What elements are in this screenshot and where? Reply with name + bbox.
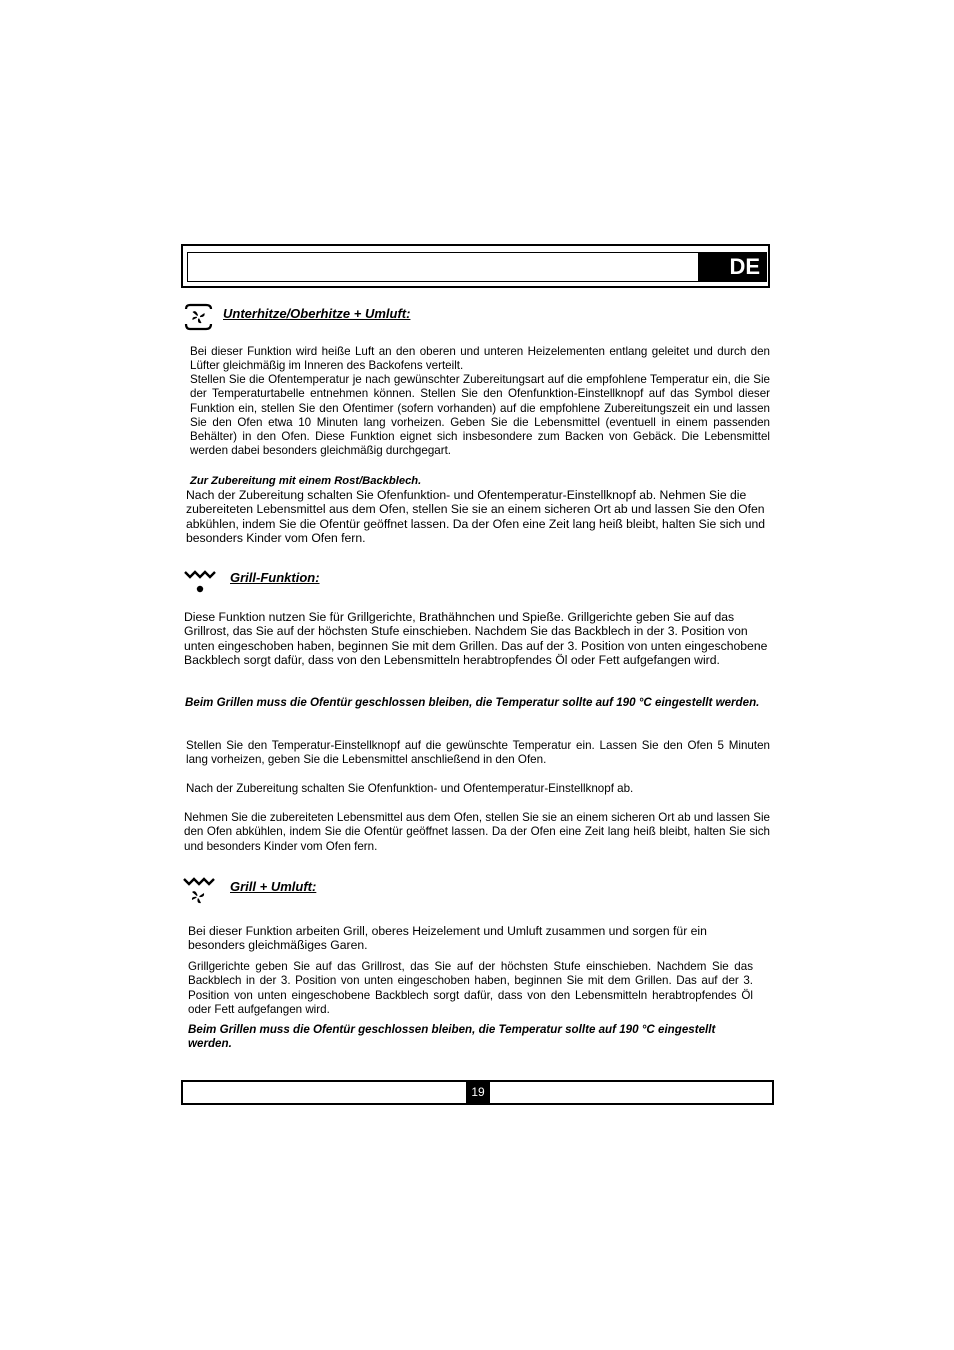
- paragraph: Grillgerichte geben Sie auf das Grillrost, das Sie auf der höchsten Stufe einschieben. Nachdem Sie das Backblech in der 3. Position von unten eingeschoben haben, beginnen Sie mit dem Grillen. Das auf der 3. Position von unten eingeschobene Backblech sorgt dafür, dass von den Lebensmitteln herabtropfendes Öl oder Fett aufgefangen wird.: [188, 960, 753, 1016]
- section-heading-grill-fan: Grill + Umluft:: [230, 879, 317, 894]
- paragraph: Stellen Sie den Temperatur-Einstellknopf auf die gewünschte Temperatur ein. Lassen Sie den Ofen 5 Minuten lang vorheizen, geben Sie die Lebensmittel anschließend in den Ofen.: [186, 739, 770, 767]
- grill-icon: [184, 569, 216, 595]
- note-text: Zur Zubereitung mit einem Rost/Backblech.: [190, 475, 422, 487]
- section-heading-grill: Grill-Funktion:: [230, 570, 320, 585]
- grill-fan-icon: [183, 876, 215, 906]
- warning-text: Beim Grillen muss die Ofentür geschlossen bleiben, die Temperatur sollte auf 190 °C eingestellt werden.: [185, 696, 760, 709]
- paragraph: Diese Funktion nutzen Sie für Grillgerichte, Brathähnchen und Spieße. Grillgerichte geben Sie auf das Grillrost, das Sie auf der höchsten Stufe einschieben. Nachdem Sie das Backblech in der 3. Position von unten eingeschoben haben, beginnen Sie mit dem Grillen. Das auf der 3. Position von unten eingeschobene Backblech sorgt dafür, dass von den Lebensmitteln herabtropfendes Öl oder Fett aufgefangen wird.: [184, 610, 768, 667]
- paragraph: Bei dieser Funktion arbeiten Grill, oberes Heizelement und Umluft zusammen und sorgen für ein besonders gleichmäßiges Garen.: [188, 924, 707, 953]
- paragraph: Stellen Sie die Ofentemperatur je nach gewünschter Zubereitungsart auf die empfohlene Temperatur ein, die Sie der Temperaturtabelle entnehmen können. Stellen Sie den Ofenfunktion-Einstellknopf auf das Symbol dieser Funktion ein, stellen Sie den Ofentimer (sofern vorhanden) auf die empfohlene Zubereitungszeit ein und lassen Sie den Ofen etwa 10 Minuten lang vorheizen. Geben Sie die Lebensmittel (eventuell in einem passenden Behälter) in den Ofen. Diese Funktion eignet sich insbesondere zum Backen von Gebäck. Die Lebensmittel werden dabei besonders gleichmäßig durchgegart.: [190, 373, 770, 458]
- page-number: 19: [466, 1081, 490, 1103]
- warning-text: Beim Grillen muss die Ofentür geschlossen bleiben, die Temperatur sollte auf 190 °C eingestellt werden.: [188, 1023, 716, 1051]
- section-heading-top-bottom-fan: Unterhitze/Oberhitze + Umluft:: [223, 306, 411, 321]
- paragraph: Nach der Zubereitung schalten Sie Ofenfunktion- und Ofentemperatur-Einstellknopf ab.: [186, 782, 634, 795]
- paragraph: Nehmen Sie die zubereiteten Lebensmittel aus dem Ofen, stellen Sie sie an einem sicheren Ort ab und lassen Sie den Ofen abkühlen, indem Sie die Ofentür geöffnet lassen. Da der Ofen eine Zeit lang heiß bleibt, halten Sie sich und besonders Kinder vom Ofen fern.: [184, 811, 770, 853]
- language-badge: DE: [698, 252, 767, 282]
- header-bar: [187, 252, 767, 282]
- paragraph: Nach der Zubereitung schalten Sie Ofenfunktion- und Ofentemperatur-Einstellknopf ab. Nehmen Sie die zubereiteten Lebensmittel aus dem Ofen, stellen Sie sie an einem sicheren Ort ab und lassen Sie den Ofen abkühlen, indem Sie die Ofentür geöffnet lassen. Da der Ofen eine Zeit lang heiß bleibt, halten Sie sich und besonders Kinder vom Ofen fern.: [186, 488, 766, 545]
- fan-top-bottom-heat-icon: [184, 303, 214, 331]
- paragraph: Bei dieser Funktion wird heiße Luft an den oberen und unteren Heizelementen entlang geleitet und durch den Lüfter gleichmäßig im Inneren des Backofens verteilt.: [190, 345, 770, 373]
